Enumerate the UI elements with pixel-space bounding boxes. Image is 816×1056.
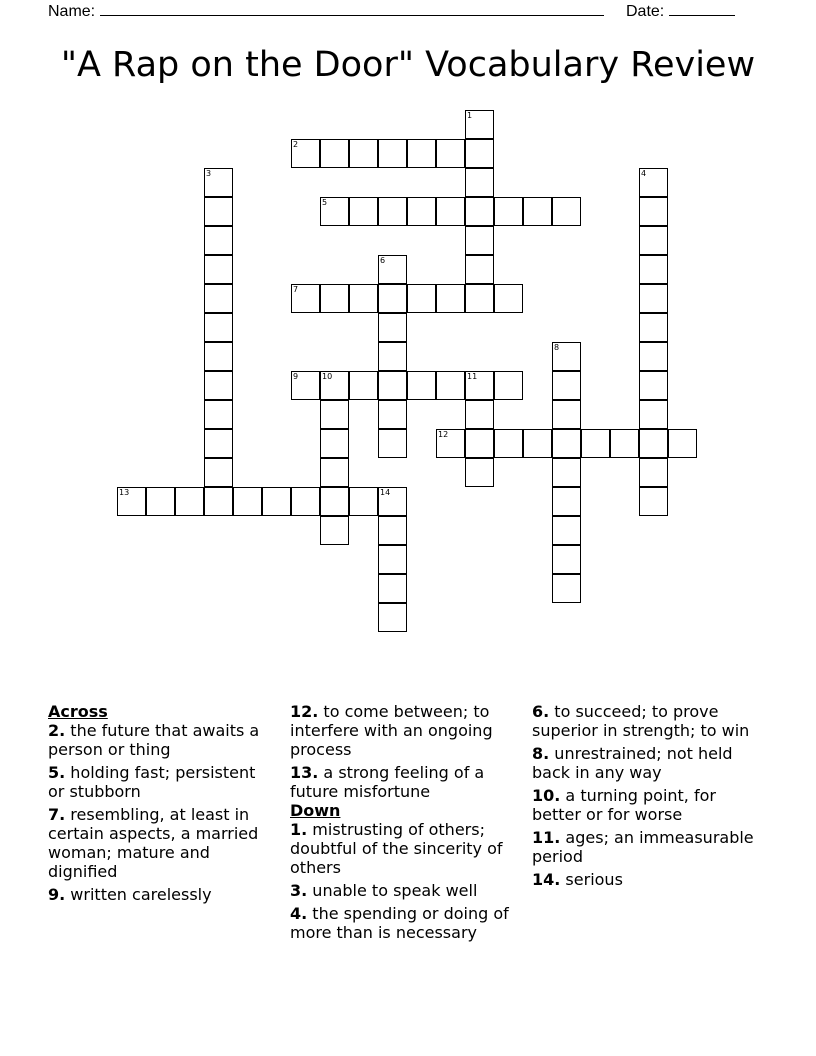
grid-cell[interactable] — [204, 284, 233, 313]
grid-cell[interactable] — [552, 197, 581, 226]
grid-cell[interactable] — [378, 371, 407, 400]
clues-column-1 — [48, 702, 273, 908]
clue-across-2 — [48, 721, 273, 759]
grid-cell[interactable] — [204, 226, 233, 255]
grid-cell[interactable] — [639, 197, 668, 226]
name-label: Name: — [48, 3, 96, 20]
grid-cell[interactable] — [639, 429, 668, 458]
grid-cell[interactable] — [378, 429, 407, 458]
cell-number: 5 — [322, 198, 328, 207]
grid-cell[interactable] — [552, 458, 581, 487]
grid-cell[interactable] — [320, 487, 349, 516]
grid-cell-3[interactable] — [204, 168, 233, 197]
clue-down-14 — [532, 870, 757, 889]
grid-cell[interactable] — [320, 458, 349, 487]
grid-cell-10[interactable] — [320, 371, 349, 400]
grid-cell[interactable] — [552, 400, 581, 429]
clue-number: 12. — [290, 702, 319, 721]
grid-cell[interactable] — [204, 458, 233, 487]
clue-down-3 — [290, 881, 515, 900]
grid-cell[interactable] — [494, 371, 523, 400]
clue-down-8 — [532, 744, 757, 782]
grid-cell[interactable] — [465, 458, 494, 487]
grid-cell[interactable] — [378, 400, 407, 429]
grid-cell[interactable] — [436, 139, 465, 168]
grid-cell[interactable] — [378, 139, 407, 168]
clue-number: 8. — [532, 744, 550, 763]
clue-number: 7. — [48, 805, 66, 824]
grid-cell-1[interactable] — [465, 110, 494, 139]
grid-cell[interactable] — [639, 255, 668, 284]
grid-cell[interactable] — [204, 342, 233, 371]
grid-cell[interactable] — [204, 371, 233, 400]
grid-cell-4[interactable] — [639, 168, 668, 197]
cell-number: 11 — [467, 372, 478, 381]
grid-cell[interactable] — [204, 400, 233, 429]
clue-number: 9. — [48, 885, 66, 904]
grid-cell-12[interactable] — [436, 429, 465, 458]
grid-cell-8[interactable] — [552, 342, 581, 371]
cell-number: 12 — [438, 430, 449, 439]
grid-cell[interactable] — [552, 429, 581, 458]
grid-cell[interactable] — [407, 197, 436, 226]
grid-cell[interactable] — [552, 487, 581, 516]
clue-across-12 — [290, 702, 515, 759]
grid-cell[interactable] — [465, 284, 494, 313]
grid-cell[interactable] — [349, 371, 378, 400]
grid-cell[interactable] — [465, 139, 494, 168]
clue-text: mistrusting of others; doubtful of the sincerity of others — [290, 820, 503, 877]
grid-cell[interactable] — [465, 400, 494, 429]
clue-text: holding fast; persistent or stubborn — [48, 763, 256, 801]
grid-cell[interactable] — [146, 487, 175, 516]
grid-cell[interactable] — [465, 197, 494, 226]
clue-text: unable to speak well — [307, 881, 478, 900]
grid-cell[interactable] — [204, 255, 233, 284]
grid-cell[interactable] — [378, 603, 407, 632]
grid-cell[interactable] — [668, 429, 697, 458]
grid-cell[interactable] — [320, 429, 349, 458]
grid-cell[interactable] — [407, 284, 436, 313]
grid-cell[interactable] — [349, 197, 378, 226]
grid-cell[interactable] — [233, 487, 262, 516]
down-heading: Down — [290, 801, 341, 820]
grid-cell[interactable] — [175, 487, 204, 516]
clue-text: to come between; to interfere with an ongoing process — [290, 702, 493, 759]
date-label: Date: — [626, 3, 665, 20]
grid-cell-6[interactable] — [378, 255, 407, 284]
clue-number: 4. — [290, 904, 308, 923]
grid-cell[interactable] — [639, 342, 668, 371]
clue-text: serious — [560, 870, 623, 889]
grid-cell[interactable] — [349, 139, 378, 168]
clue-down-11 — [532, 828, 757, 866]
clue-text: the spending or doing of more than is necessary — [290, 904, 509, 942]
page-title: "A Rap on the Door" Vocabulary Review — [60, 45, 756, 85]
grid-cell[interactable] — [407, 371, 436, 400]
grid-cell-13[interactable] — [117, 487, 146, 516]
cell-number: 13 — [119, 488, 130, 497]
grid-cell[interactable] — [349, 284, 378, 313]
clue-text: to succeed; to prove superior in strength; to win — [532, 702, 750, 740]
clue-across-13 — [290, 763, 515, 801]
cell-number: 10 — [322, 372, 333, 381]
grid-cell[interactable] — [465, 255, 494, 284]
grid-cell[interactable] — [378, 342, 407, 371]
grid-cell[interactable] — [494, 429, 523, 458]
clue-number: 10. — [532, 786, 561, 805]
clue-text: ages; an immeasurable period — [532, 828, 754, 866]
clue-number: 5. — [48, 763, 66, 782]
cell-number: 6 — [380, 256, 386, 265]
clue-across-5 — [48, 763, 273, 801]
grid-cell[interactable] — [639, 226, 668, 255]
clue-number: 11. — [532, 828, 561, 847]
grid-cell[interactable] — [204, 313, 233, 342]
grid-cell[interactable] — [552, 545, 581, 574]
cell-number: 1 — [467, 111, 473, 120]
clue-number: 13. — [290, 763, 319, 782]
grid-cell[interactable] — [523, 197, 552, 226]
grid-cell-5[interactable] — [320, 197, 349, 226]
grid-cell[interactable] — [204, 487, 233, 516]
grid-cell[interactable] — [552, 516, 581, 545]
grid-cell[interactable] — [320, 400, 349, 429]
grid-cell[interactable] — [639, 400, 668, 429]
clue-text: a strong feeling of a future misfortune — [290, 763, 485, 801]
grid-cell[interactable] — [610, 429, 639, 458]
clue-down-4 — [290, 904, 515, 942]
grid-cell[interactable] — [523, 429, 552, 458]
clue-number: 2. — [48, 721, 66, 740]
grid-cell[interactable] — [552, 371, 581, 400]
cell-number: 3 — [206, 169, 212, 178]
grid-cell[interactable] — [639, 371, 668, 400]
grid-cell[interactable] — [552, 574, 581, 603]
across-heading: Across — [48, 702, 108, 721]
grid-cell[interactable] — [436, 284, 465, 313]
grid-cell[interactable] — [320, 139, 349, 168]
grid-cell[interactable] — [639, 458, 668, 487]
clue-down-6 — [532, 702, 757, 740]
clue-number: 14. — [532, 870, 561, 889]
grid-cell[interactable] — [639, 284, 668, 313]
grid-cell[interactable] — [378, 574, 407, 603]
clue-down-1 — [290, 820, 515, 877]
clue-text: resembling, at least in certain aspects, a married woman; mature and dignified — [48, 805, 259, 881]
clues-column-3 — [532, 702, 757, 893]
grid-cell[interactable] — [204, 429, 233, 458]
clue-number: 1. — [290, 820, 308, 839]
grid-cell[interactable] — [639, 313, 668, 342]
grid-cell-11[interactable] — [465, 371, 494, 400]
grid-cell[interactable] — [204, 197, 233, 226]
grid-cell[interactable] — [320, 516, 349, 545]
grid-cell[interactable] — [291, 487, 320, 516]
cell-number: 9 — [293, 372, 299, 381]
cell-number: 2 — [293, 140, 299, 149]
grid-cell[interactable] — [436, 371, 465, 400]
grid-cell[interactable] — [465, 429, 494, 458]
cell-number: 4 — [641, 169, 647, 178]
grid-cell[interactable] — [378, 313, 407, 342]
grid-cell[interactable] — [378, 284, 407, 313]
grid-cell[interactable] — [465, 168, 494, 197]
clue-number: 6. — [532, 702, 550, 721]
grid-cell[interactable] — [349, 487, 378, 516]
grid-cell[interactable] — [465, 226, 494, 255]
clue-number: 3. — [290, 881, 308, 900]
grid-cell[interactable] — [378, 197, 407, 226]
grid-cell-14[interactable] — [378, 487, 407, 516]
clue-down-10 — [532, 786, 757, 824]
cell-number: 14 — [380, 488, 391, 497]
grid-cell[interactable] — [262, 487, 291, 516]
grid-cell[interactable] — [407, 139, 436, 168]
clue-text: written carelessly — [65, 885, 212, 904]
grid-cell[interactable] — [436, 197, 465, 226]
grid-cell[interactable] — [494, 284, 523, 313]
grid-cell[interactable] — [320, 284, 349, 313]
clues-column-2 — [290, 702, 515, 946]
grid-cell-2[interactable] — [291, 139, 320, 168]
cell-number: 7 — [293, 285, 299, 294]
cell-number: 8 — [554, 343, 560, 352]
grid-cell[interactable] — [378, 516, 407, 545]
clue-across-9 — [48, 885, 273, 904]
grid-cell-7[interactable] — [291, 284, 320, 313]
grid-cell[interactable] — [494, 197, 523, 226]
clue-text: unrestrained; not held back in any way — [532, 744, 733, 782]
clue-text: the future that awaits a person or thing — [48, 721, 260, 759]
grid-cell[interactable] — [378, 545, 407, 574]
grid-cell[interactable] — [639, 487, 668, 516]
grid-cell[interactable] — [581, 429, 610, 458]
clue-across-7 — [48, 805, 273, 881]
grid-cell-9[interactable] — [291, 371, 320, 400]
clue-text: a turning point, for better or for worse — [532, 786, 716, 824]
